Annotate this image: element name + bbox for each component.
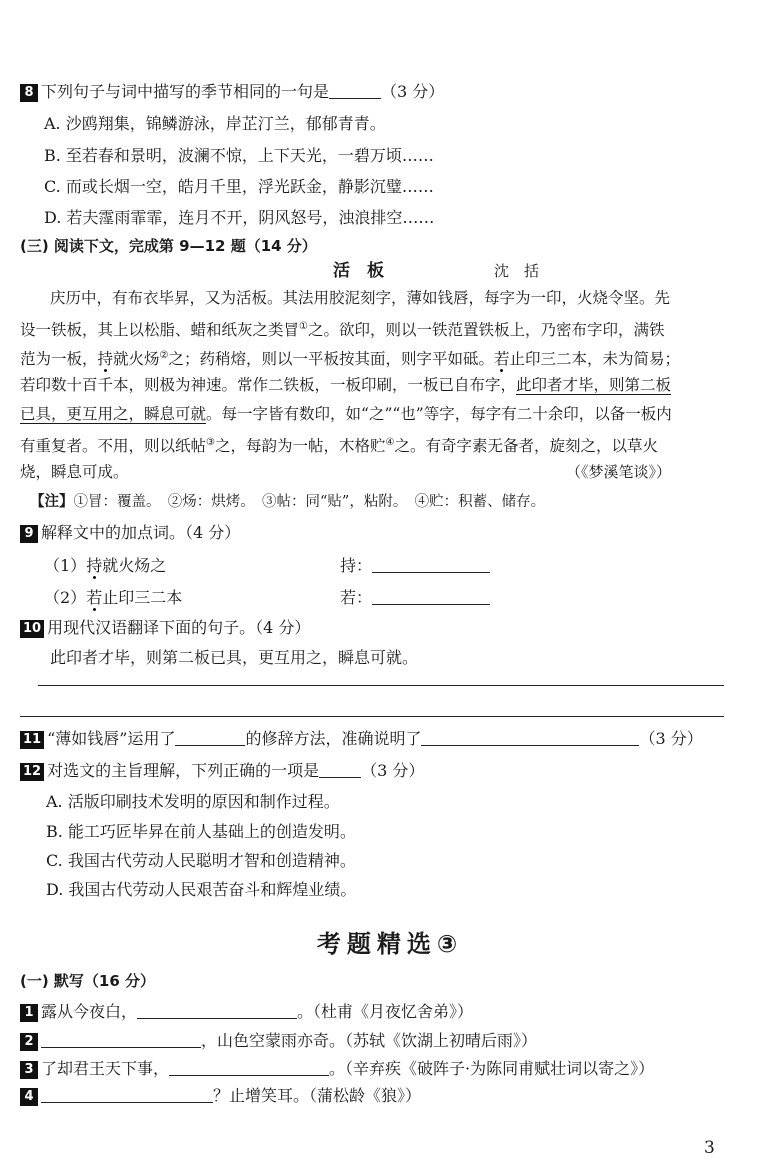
underlined-sentence-part1: 此印者才毕，则第二板 [516,376,672,394]
q8-option-c: C. 而或长烟一空，皓月千里，浮光跃金，静影沉璧…… [44,177,434,196]
dictation-blank-1[interactable] [137,1002,297,1019]
dictation-item-1: 1 露从今夜白， 。（杜甫《月夜忆舍弟》） [20,1000,473,1024]
q8-answer-blank[interactable] [329,82,381,99]
q9-answer-2: 若： [340,586,490,610]
q10-number: 10 [20,620,44,638]
q9-item-2: （2）若止印三二本 [44,588,183,607]
page-number: 3 [704,1138,715,1158]
q11-blank-2[interactable] [421,729,639,746]
dictation-blank-2[interactable] [41,1031,201,1048]
passage-line-6: 有重复者。不用，则以纸帖③之，每韵为一帖，木格贮④之。有奇字素无备者，旋刻之，以草火 [20,437,658,456]
part-title: 考题精选③ [316,930,464,958]
passage-title: 活 板 [333,261,384,281]
passage-line-3: 范为一板，持就火炀②之；药稍熔，则以一平板按其面，则字平如砥。若止印三二本，未为简易； [20,350,681,369]
q8-option-d: D. 若夫霪雨霏霏，连月不开，阴风怒号，浊浪排空…… [44,208,435,227]
q11-stem: 11 “薄如钱唇”运用了 的修辞方法，准确说明了 （3 分） [20,727,703,751]
part3-section1-heading: (一) 默写（16 分） [20,972,156,990]
q10-answer-line-2[interactable] [20,716,724,717]
q9-answer-1: 持： [340,554,490,578]
q12-option-d: D. 我国古代劳动人民艰苦奋斗和辉煌业绩。 [46,880,357,899]
q11-blank-1[interactable] [175,729,245,746]
passage-source: （《梦溪笔谈》） [566,463,672,481]
q9-number: 9 [20,525,38,543]
q8-stem: 8 下列句子与词中描写的季节相同的一句是 （3 分） [20,80,444,104]
q8-option-b: B. 至若春和景明，波澜不惊，上下天光，一碧万顷…… [44,146,434,165]
dictation-item-4: 4 ？止增笑耳。（蒲松龄《狼》） [20,1084,421,1108]
q9-answer-1-blank[interactable] [372,556,490,573]
q12-stem: 12 对选文的主旨理解，下列正确的一项是 （3 分） [20,759,424,783]
q9-item-1: （1）持就火炀之 [44,556,167,575]
q8-option-a: A. 沙鸥翔集，锦鳞游泳，岸芷汀兰，郁郁青青。 [44,114,386,133]
q11-number: 11 [20,731,44,749]
q12-option-c: C. 我国古代劳动人民聪明才智和创造精神。 [46,851,356,870]
passage-line-7: 烧，瞬息可成。 [20,463,129,481]
passage-line-5: 已具，更互用之，瞬息可就。每一字皆有数印，如“之”“也”等字，每字有二十余印，以备一板内 [20,405,672,423]
dictation-item-2: 2 ，山色空蒙雨亦奇。（苏轼《饮湖上初晴后雨》） [20,1029,537,1053]
q12-option-b: B. 能工巧匠毕昇在前人基础上的创造发明。 [46,822,356,841]
dictation-blank-3[interactable] [169,1059,329,1076]
passage-line-1: 庆历中，有布衣毕昇，又为活板。其法用胶泥刻字，薄如钱唇，每字为一印，火烧令坚。先 [50,289,671,307]
q8-number: 8 [20,84,38,102]
q12-option-a: A. 活版印刷技术发明的原因和制作过程。 [46,792,340,811]
dictation-blank-4[interactable] [41,1086,213,1103]
dictation-item-3: 3 了却君王天下事， 。（辛弃疾《破阵子·为陈同甫赋壮词以寄之》） [20,1057,654,1081]
q10-stem: 10 用现代汉语翻译下面的句子。（4 分） [20,616,310,640]
passage-line-4: 若印数十百千本，则极为神速。常作二铁板，一板印刷，一板已自布字，此印者才毕，则第二板 [20,376,672,394]
dotted-word-chi: 持 [97,350,114,369]
underlined-sentence-part2: 已具，更互用之，瞬息可就 [20,405,207,423]
q10-answer-line-1[interactable] [38,685,724,686]
dotted-word-ruo: 若 [494,350,510,369]
q12-answer-blank[interactable] [319,761,361,778]
q10-sentence: 此印者才毕，则第二板已具，更互用之，瞬息可就。 [50,648,419,667]
q12-number: 12 [20,763,44,781]
q9-answer-2-blank[interactable] [372,588,490,605]
passage-line-2: 设一铁板，其上以松脂、蜡和纸灰之类冒①之。欲印，则以一铁范置铁板上，乃密布字印，满铁 [20,321,665,340]
section3-heading: (三) 阅读下文，完成第 9—12 题（14 分） [20,237,317,255]
passage-author: 沈 括 [494,262,540,280]
q9-stem: 9 解释文中的加点词。（4 分） [20,521,240,545]
notes: 【注】①冒：覆盖。 ②炀：烘烤。 ③帖：同“贴”，粘附。 ④贮：积蓄、储存。 [30,494,546,510]
